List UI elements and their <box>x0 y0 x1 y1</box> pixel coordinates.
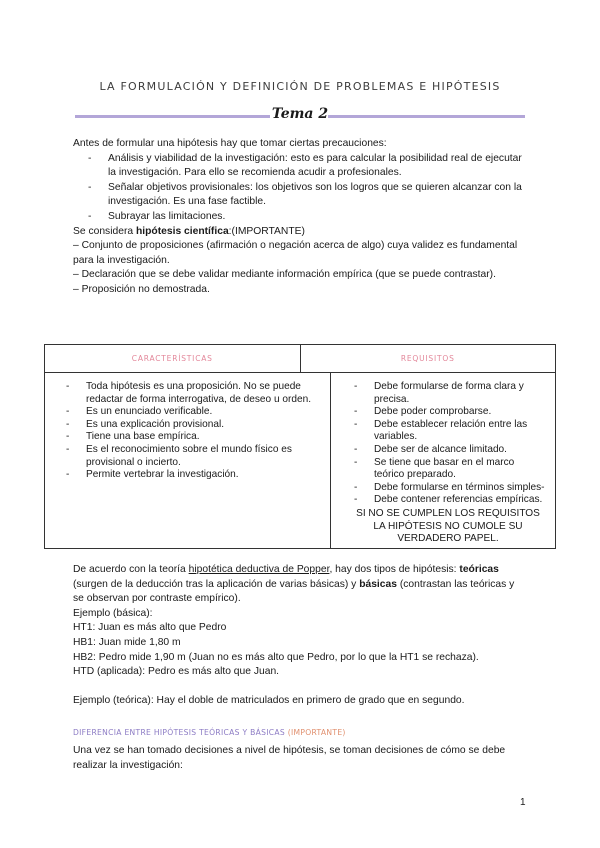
section-heading: DIFERENCIA ENTRE HIPÓTESIS TEÓRICAS Y BÁSICAS (IMPORTANTE) <box>73 728 346 737</box>
precautions-list <box>73 152 528 225</box>
title-divider-right <box>328 115 525 118</box>
document-title: LA FORMULACIÓN Y DEFINICIÓN DE PROBLEMAS E HIPÓTESIS <box>99 80 501 93</box>
col-header-requisitos: REQUISITOS <box>300 345 556 372</box>
example-line: HB1: Juan mide 1,80 m <box>73 636 181 648</box>
list-item: - Debe poder comprobarse. <box>374 406 545 419</box>
list-item: - Análisis y viabilidad de la investigación: esto es para calcular la posibilidad real de ejecutar la investigación. Para ello se recomienda acudir a profesionales. <box>108 152 528 181</box>
list-item: - Debe contener referencias empíricas. <box>374 494 545 507</box>
important-tag: (IMPORTANTE) <box>287 728 346 737</box>
list-item: - Subrayar las limitaciones. <box>108 210 528 225</box>
title-divider-left <box>75 115 270 118</box>
list-item: - Tiene una base empírica. <box>86 431 318 444</box>
list-item: - Debe formularse en términos simples- <box>374 482 545 495</box>
list-item: - Toda hipótesis es una proposición. No se puede redactar de forma interrogativa, de deseo u orden. <box>86 381 318 406</box>
section-text-block <box>73 744 528 773</box>
col-header-caracteristicas: CARACTERÍSTICAS <box>131 354 213 363</box>
table-body-row <box>45 373 555 548</box>
list-item: - Debe establecer relación entre las variables. <box>374 419 545 444</box>
example-line: Ejemplo (básica): <box>73 607 153 619</box>
list-item: - Debe ser de alcance limitado. <box>374 444 545 457</box>
table-header-row <box>45 345 555 373</box>
intro-section <box>73 137 528 298</box>
definition-item: – Proposición no demostrada. <box>73 283 210 295</box>
popper-paragraph: De acuerdo con la teoría hipotética deductiva de Popper, hay dos tipos de hipótesis: teóricas (surgen de la deducción tras la aplicación de varias básicas) y básicas (contrastan las teóricas y se observan por contraste empírico). <box>73 564 515 605</box>
caracteristicas-cell <box>45 373 330 548</box>
popper-section <box>73 563 528 708</box>
caracteristicas-list <box>63 381 318 482</box>
page-number: 1 <box>520 797 526 808</box>
requisitos-list <box>351 381 545 507</box>
list-item: - Señalar objetivos provisionales: los objetivos son los logros que se quieren alcanzar con la investigación. Es una fase factible. <box>108 181 528 210</box>
list-item: - Se tiene que basar en el marco teórico preparado. <box>374 457 545 482</box>
list-item: - Debe formularse de forma clara y precisa. <box>374 381 545 406</box>
example-line: HT1: Juan es más alto que Pedro <box>73 622 227 634</box>
intro-lead: Antes de formular una hipótesis hay que tomar ciertas precauciones: <box>73 138 387 149</box>
requisitos-note: SI NO SE CUMPLEN LOS REQUISITOS LA HIPÓTESIS NO CUMOLE SU VERDADERO PAPEL. <box>356 507 540 545</box>
example-line: HB2: Pedro mide 1,90 m (Juan no es más alto que Pedro, por lo que la HT1 se rechaza). <box>73 651 479 663</box>
definition-item: – Declaración que se debe validar mediante información empírica (que se puede contrastar). <box>73 269 496 281</box>
section-text: Una vez se han tomado decisiones a nivel de hipótesis, se toman decisiones de cómo se debe realizar la investigación: <box>73 745 506 771</box>
list-item: - Es una explicación provisional. <box>86 419 318 432</box>
hypothesis-definition-lead: Se considera hipótesis científica:(IMPORTANTE) <box>73 225 305 237</box>
list-item: - Es un enunciado verificable. <box>86 406 318 419</box>
definition-item: – Conjunto de proposiciones (afirmación o negación acerca de algo) cuya validez es fundamental para la investigación. <box>73 240 518 266</box>
teorica-example: Ejemplo (teórica): Hay el doble de matriculados en primero de grado que en segundo. <box>73 694 465 706</box>
list-item: - Permite vertebrar la investigación. <box>86 469 318 482</box>
example-line: HTD (aplicada): Pedro es más alto que Juan. <box>73 666 280 678</box>
hypothesis-table <box>44 344 556 549</box>
requisitos-cell <box>330 373 555 548</box>
list-item: - Es el reconocimiento sobre el mundo físico es provisional o incierto. <box>86 444 318 469</box>
tema-label: Tema 2 <box>271 106 329 122</box>
popper-link-text: hipotética deductiva de Popper <box>188 564 330 575</box>
